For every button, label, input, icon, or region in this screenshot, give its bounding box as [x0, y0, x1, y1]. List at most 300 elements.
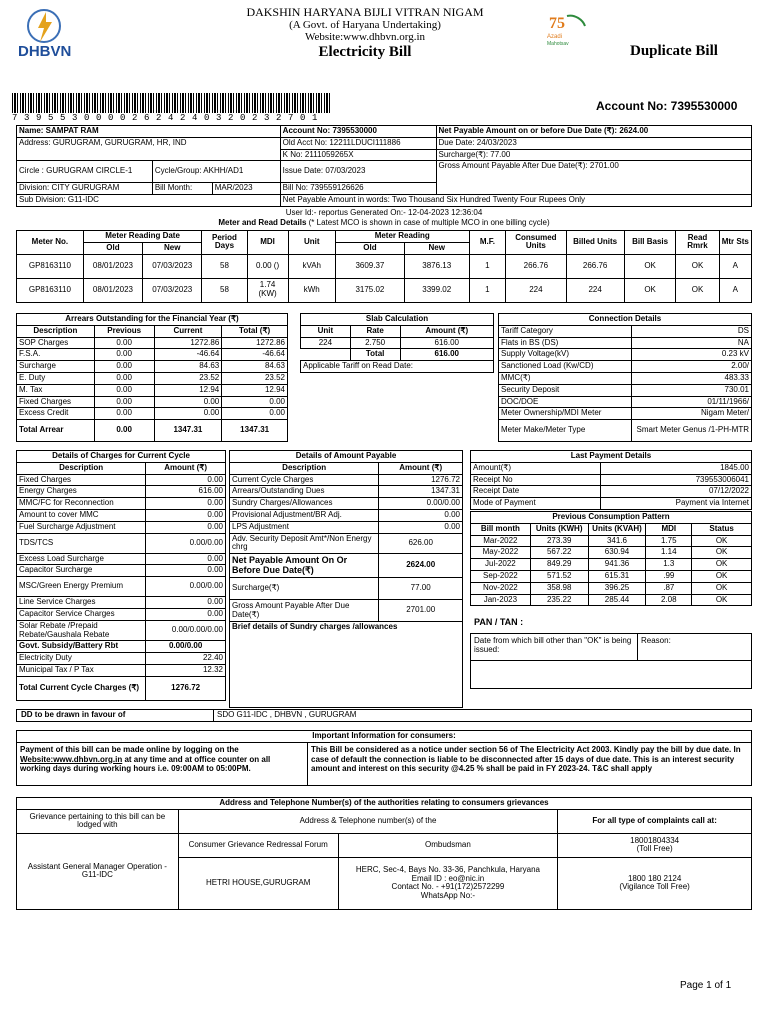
table-row [17, 278, 752, 302]
h-prev: Previous [94, 325, 154, 337]
cell: 58 [202, 254, 247, 278]
cell: 12.94 [222, 384, 288, 396]
cell: M. Tax [17, 384, 95, 396]
cell: E. Duty [17, 372, 95, 384]
table-row [499, 408, 752, 420]
cell: 2624.00 [379, 554, 463, 578]
cell: Capacitor Surcharge [17, 565, 146, 577]
h-mtr-sts: Mtr Sts [719, 231, 751, 255]
table-row [17, 509, 226, 521]
cell: OK [692, 570, 752, 582]
h-amount: Amount (₹) [379, 462, 463, 474]
cell: 235.22 [530, 594, 588, 606]
svg-text:Mahotsav: Mahotsav [547, 41, 569, 47]
cell: 266.76 [566, 254, 624, 278]
important-left-2: at any time and at office counter on all working days during working hours i.e. 09:00AM to 05:00PM. [20, 754, 271, 774]
cell: 0.00 [146, 608, 226, 620]
table-row [471, 570, 752, 582]
website-link[interactable]: Website:www.dhbvn.org.in [20, 754, 123, 764]
cell: 0.00 [146, 521, 226, 533]
table-row [230, 486, 463, 498]
table-row [17, 474, 226, 486]
cell: 01/11/1966/ [632, 396, 752, 408]
h-period-days: Period Days [202, 231, 247, 255]
table-row [471, 486, 752, 498]
customer-address: Address: GURUGRAM, GURUGRAM, HR, IND [17, 137, 281, 161]
cell: Electricity Duty [17, 653, 146, 665]
gross-row [230, 600, 463, 622]
meter-title-row [16, 219, 752, 228]
h-read-rmrk: Read Rmrk [676, 231, 719, 255]
cell: 0.00/0.00 [146, 577, 226, 597]
cell: 358.98 [530, 582, 588, 594]
h-bill-month: Bill month [471, 523, 531, 535]
cell: 1.75 [646, 535, 692, 547]
h-mdi: MDI [247, 231, 288, 255]
prev-title: Previous Consumption Pattern [471, 512, 752, 524]
cell: OK [692, 535, 752, 547]
account-number-big: Account No: 7395530000 [596, 99, 738, 113]
vigilance-number: 1800 180 2124 [627, 873, 682, 883]
cell: 1272.86 [154, 337, 222, 349]
cell: DOC/DOE [499, 396, 632, 408]
old-acct-no: Old Acct No: 12211LDUCI111886 [280, 137, 436, 149]
cell: 0.00 [94, 337, 154, 349]
table-row [471, 498, 752, 510]
table-row [471, 535, 752, 547]
cell: 0.00 [154, 396, 222, 408]
cell: 0.00/0.00 [379, 498, 463, 510]
cell: 396.25 [588, 582, 646, 594]
cell: Tariff Category [499, 325, 632, 337]
cell: 1347.31 [154, 420, 222, 442]
cell: 0.00 [146, 565, 226, 577]
cell: 22.40 [146, 653, 226, 665]
cell: SOP Charges [17, 337, 95, 349]
cell: 0.00 [146, 553, 226, 565]
svg-text:Azadi: Azadi [547, 34, 563, 40]
meter-table [16, 230, 752, 303]
cell: 616.00 [146, 486, 226, 498]
cell: Fuel Surcharge Adjustment [17, 521, 146, 533]
griev-agm: Assistant General Manager Operation - G11-IDC [17, 833, 179, 909]
table-row [17, 254, 752, 278]
duplicate-bill-label: Duplicate Bill [630, 43, 718, 59]
table-row [17, 553, 226, 565]
cell: 730.01 [632, 384, 752, 396]
h-amount: Amount (₹) [146, 462, 226, 474]
cell: Nigam Meter/ [632, 408, 752, 420]
customer-name: Name: SAMPAT RAM [17, 126, 281, 138]
cell: 58 [202, 278, 247, 302]
slab-table [300, 313, 494, 373]
cell: 1.14 [646, 547, 692, 559]
cell: 77.00 [379, 578, 463, 600]
charges-title: Details of Charges for Current Cycle [17, 451, 226, 463]
cell: 08/01/2023 [83, 278, 142, 302]
table-row [17, 620, 226, 641]
griev-hetri: HETRI HOUSE,GURUGRAM [178, 857, 338, 909]
h-curr: Current [154, 325, 222, 337]
cell: Total Current Cycle Charges (₹) [17, 676, 146, 700]
cell: 0.00/0.00 [146, 533, 226, 553]
slab-total: 616.00 [400, 349, 494, 361]
table-row [17, 664, 226, 676]
h-mf: M.F. [469, 231, 506, 255]
cell: Solar Rebate /Prepaid Rebate/Gaushala Rebate [17, 620, 146, 641]
cell: Security Deposit [499, 384, 632, 396]
table-row [17, 349, 288, 361]
table-row [499, 420, 752, 442]
meter-title: Meter and Read Details [218, 218, 307, 227]
cell: MMC/FC for Reconnection [17, 498, 146, 510]
table-row [471, 474, 752, 486]
cell: 84.63 [154, 361, 222, 373]
cell: OK [692, 559, 752, 571]
h-total: Total (₹) [222, 325, 288, 337]
cell: Meter Make/Meter Type [499, 420, 632, 442]
h-amount: Amount (₹) [400, 325, 494, 337]
h-billed: Billed Units [566, 231, 624, 255]
customer-info-table [16, 125, 752, 207]
last-payment-table [470, 450, 752, 510]
slab-title: Slab Calculation [301, 314, 494, 326]
other-ok-text: Date from which bill other than "OK" is being issued: [474, 636, 632, 654]
cell: 23.52 [154, 372, 222, 384]
table-row [499, 349, 752, 361]
svg-text:75: 75 [549, 15, 565, 32]
cell: 1 [469, 254, 506, 278]
org-website: Website:www.dhbvn.org.in [304, 31, 426, 44]
cell: 616.00 [400, 337, 494, 349]
h-bill-basis: Bill Basis [624, 231, 676, 255]
cell: 3175.02 [335, 278, 404, 302]
cell: OK [676, 278, 719, 302]
griev-ombudsman: Ombudsman [338, 833, 558, 857]
cust-account-no: Account No: 7395530000 [280, 126, 436, 138]
surcharge-row [230, 578, 463, 600]
cell: 3609.37 [335, 254, 404, 278]
h-mdi: MDI [646, 523, 692, 535]
h-meter-reading: Meter Reading [335, 231, 469, 243]
due-date: Due Date: 24/03/2023 [436, 137, 752, 149]
table-row [471, 462, 752, 474]
cell: 615.31 [588, 570, 646, 582]
meter-note: (* Latest MCO is shown in case of multiple MCO in one billing cycle) [308, 218, 550, 227]
cell: LPS Adjustment [230, 521, 379, 533]
h-kvah: Units (KVAH) [588, 523, 646, 535]
vigilance-label: (Vigilance Toll Free) [619, 882, 690, 892]
h-meter-no: Meter No. [17, 231, 84, 255]
cell: Jul-2022 [471, 559, 531, 571]
cycle-group: Cycle/Group: AKHH/AD1 [152, 161, 280, 183]
k-no: K No: 2111059265X [280, 149, 436, 161]
cell: 1.74 (KW) [247, 278, 288, 302]
cell: 1347.31 [222, 420, 288, 442]
cell: 1 [469, 278, 506, 302]
cell: 0.00/0.00 [146, 641, 226, 653]
azadi-logo [545, 12, 595, 50]
cell: 0.00 [94, 349, 154, 361]
h-consumed: Consumed Units [506, 231, 566, 255]
cell: MMC(₹) [499, 372, 632, 384]
sundry-details: Brief details of Sundry charges /allowances [230, 622, 463, 708]
table-row [17, 608, 226, 620]
cell: A [719, 278, 751, 302]
cell: 2701.00 [379, 600, 463, 622]
conn-title: Connection Details [499, 314, 752, 326]
cell: Provisional Adjustment/BR Adj. [230, 509, 379, 521]
toll-free-label: (Toll Free) [636, 844, 673, 854]
gross-after-due: Gross Amount Payable After Due Date(₹): 2701.00 [436, 161, 752, 195]
cell: 1.3 [646, 559, 692, 571]
important-info [16, 730, 752, 786]
table-row [17, 653, 226, 665]
org-name: DAKSHIN HARYANA BIJLI VITRAN NIGAM [246, 5, 484, 19]
cell: 224 [506, 278, 566, 302]
cell: -46.64 [222, 349, 288, 361]
cell: Jan-2023 [471, 594, 531, 606]
cell: Total Arrear [17, 420, 95, 442]
table-row [17, 498, 226, 510]
user-generated: User Id:- reportus Generated On:- 12-04-2023 12:36:04 [285, 208, 483, 217]
cell: 2.00/ [632, 361, 752, 373]
table-row [499, 396, 752, 408]
cell: MSC/Green Energy Premium [17, 577, 146, 597]
cell: 2.08 [646, 594, 692, 606]
barcode-digits: 7 3 9 5 5 3 0 0 0 0 2 6 2 4 2 4 0 3 2 0 2 3 2 7 0 1 [12, 113, 319, 123]
table-row [17, 577, 226, 597]
toll-free-number: 18001804334 [630, 835, 680, 845]
table-row [17, 408, 288, 420]
cell: Excess Credit [17, 408, 95, 420]
herc-contact: Contact No. - +91(172)2572299 [391, 882, 505, 892]
table-row [230, 521, 463, 533]
cell: 567.22 [530, 547, 588, 559]
cell: 84.63 [222, 361, 288, 373]
cell: 0.00 [94, 384, 154, 396]
cell: 08/01/2023 [83, 254, 142, 278]
dd-value: SDO G11-IDC , DHBVN , GURUGRAM [217, 710, 357, 719]
important-right: This Bill be considered as a notice under section 56 of The Electricity Act 2003. Kindly pay the bill by due date. In case of default the connection is liable to be disconnected after 15 days of due date. This is an interest security amount and interest on this security @4.25 % shall be paid in FY 2023-24. T&C shall apply [311, 745, 741, 774]
cell: 0.00 [146, 597, 226, 609]
important-left-1: Payment of this bill can be made online by logging on the [20, 745, 239, 754]
table-row [471, 559, 752, 571]
table-row [230, 474, 463, 486]
arrears-title: Arrears Outstanding for the Financial Year (₹) [17, 314, 288, 326]
cell: OK [692, 582, 752, 594]
cell: Sanctioned Load (Kw/CD) [499, 361, 632, 373]
table-row [499, 372, 752, 384]
cell: 2.750 [350, 337, 400, 349]
total-arrear-row [17, 420, 288, 442]
cell: 07/03/2023 [143, 254, 202, 278]
table-row [17, 565, 226, 577]
griev-title: Address and Telephone Number(s) of the authorities relating to consumers grievances [17, 798, 752, 810]
cell: 0.00 [146, 474, 226, 486]
cell: Net Payable Amount On Or Before Due Date(₹) [230, 554, 379, 578]
cell: 630.94 [588, 547, 646, 559]
cell: .99 [646, 570, 692, 582]
cell: 0.00 [94, 396, 154, 408]
cell: 1276.72 [379, 474, 463, 486]
cell: 224 [301, 337, 351, 349]
logo-text: DHBVN [18, 43, 72, 60]
division: Division: CITY GURUGRAM [17, 183, 153, 195]
cell: Surcharge [17, 361, 95, 373]
h-rate: Rate [350, 325, 400, 337]
cell: -46.64 [154, 349, 222, 361]
prev-consumption-table [470, 511, 752, 606]
h-desc: Description [17, 462, 146, 474]
cell: Mode of Payment [471, 498, 601, 510]
table-row [471, 594, 752, 606]
cell: Payment via Internet [600, 498, 751, 510]
table-row [17, 384, 288, 396]
cell: 3399.02 [404, 278, 469, 302]
surcharge: Surcharge(₹): 77.00 [436, 149, 752, 161]
azadi-emblem-icon [545, 12, 595, 50]
cell: 341.6 [588, 535, 646, 547]
cell: Line Service Charges [17, 597, 146, 609]
charges-table [16, 450, 226, 701]
cell: Govt. Subsidy/Battery Rbt [17, 641, 146, 653]
cell: .87 [646, 582, 692, 594]
cell: Surcharge(₹) [230, 578, 379, 600]
important-title: Important Information for consumers: [17, 731, 751, 743]
cell: 626.00 [379, 533, 463, 554]
cell: 0.00 [379, 509, 463, 521]
table-row [17, 337, 288, 349]
cell: 0.00 [379, 521, 463, 533]
cell: 1276.72 [146, 676, 226, 700]
cell: Arrears/Outstanding Dues [230, 486, 379, 498]
cell: May-2022 [471, 547, 531, 559]
cell: 07/03/2023 [143, 278, 202, 302]
reason-label: Reason: [641, 636, 671, 645]
payable-table [229, 450, 463, 708]
lastpay-title: Last Payment Details [471, 451, 752, 463]
cell: 0.00 [222, 408, 288, 420]
cell: Capacitor Service Charges [17, 608, 146, 620]
h-desc: Description [17, 325, 95, 337]
cell: Mar-2022 [471, 535, 531, 547]
cell: Flats in BS (DS) [499, 337, 632, 349]
table-row [471, 582, 752, 594]
table-row [17, 396, 288, 408]
cell: 0.00 [146, 509, 226, 521]
payable-title: Details of Amount Payable [230, 451, 463, 463]
cell: 0.00 [94, 408, 154, 420]
cell: Fixed Charges [17, 396, 95, 408]
org-sub: (A Govt. of Haryana Undertaking) [289, 19, 441, 32]
cell: Fixed Charges [17, 474, 146, 486]
cell: Current Cycle Charges [230, 474, 379, 486]
dd-label: DD to be drawn in favour of [21, 710, 126, 719]
griev-c3-head: For all type of complaints call at: [558, 809, 752, 833]
cell: 273.39 [530, 535, 588, 547]
table-row [17, 533, 226, 553]
total-charges-row [17, 676, 226, 700]
cell: GP8163110 [17, 278, 84, 302]
cell: Smart Meter Genus /1-PH-MTR [632, 420, 752, 442]
cell: Receipt No [471, 474, 601, 486]
cell: 1347.31 [379, 486, 463, 498]
table-row [17, 597, 226, 609]
cell: Gross Amount Payable After Due Date(₹) [230, 600, 379, 622]
cell: Amount to cover MMC [17, 509, 146, 521]
h-meter-reading-date: Meter Reading Date [83, 231, 202, 243]
net-payable-due: Net Payable Amount on or before Due Date (₹): 2624.00 [436, 126, 752, 138]
cell: 23.52 [222, 372, 288, 384]
herc-email: Email ID : eo@nic.in [411, 873, 485, 883]
dhbvn-logo [16, 6, 72, 66]
cell: Adv. Security Deposit Amt*/Non Energy chrg [230, 533, 379, 554]
griev-c1-head: Grievance pertaining to this bill can be lodged with [17, 809, 179, 833]
cell: 12.94 [154, 384, 222, 396]
bill-month: MAR/2023 [212, 183, 280, 195]
pan-tan: PAN / TAN : [474, 617, 524, 627]
arrears-table [16, 313, 288, 442]
table-row [17, 641, 226, 653]
table-row [499, 337, 752, 349]
cell: 849.29 [530, 559, 588, 571]
cell: Excess Load Surcharge [17, 553, 146, 565]
table-row [471, 547, 752, 559]
connection-table [498, 313, 752, 442]
cell: 483.33 [632, 372, 752, 384]
table-row [17, 372, 288, 384]
other-than-ok-box [470, 633, 752, 689]
h-status: Status [692, 523, 752, 535]
h-read-new: New [404, 242, 469, 254]
cell: 224 [566, 278, 624, 302]
cell: 0.23 kV [632, 349, 752, 361]
herc-whatsapp: WhatsApp No:- [420, 891, 476, 901]
table-row [499, 361, 752, 373]
h-unit: Unit [301, 325, 351, 337]
table-row [17, 521, 226, 533]
cell: 0.00 () [247, 254, 288, 278]
cell: 739553006041 [600, 474, 751, 486]
issue-date: Issue Date: 07/03/2023 [280, 161, 436, 183]
cell: kVAh [288, 254, 335, 278]
cell: F.S.A. [17, 349, 95, 361]
h-unit: Unit [288, 231, 335, 255]
table-row [499, 384, 752, 396]
net-payable-row [230, 554, 463, 578]
herc-address: HERC, Sec-4, Bays No. 33-36, Panchkula, Haryana [355, 864, 540, 874]
cell: A [719, 254, 751, 278]
cell: Amount(₹) [471, 462, 601, 474]
grievance-table [16, 797, 752, 910]
table-row [301, 337, 494, 349]
cell: 1272.86 [222, 337, 288, 349]
bill-month-label: Bill Month: [152, 183, 212, 195]
cell: OK [624, 254, 676, 278]
cell: 941.36 [588, 559, 646, 571]
cell: OK [624, 278, 676, 302]
cell: Sep-2022 [471, 570, 531, 582]
h-date-old: Old [83, 242, 142, 254]
cell: Energy Charges [17, 486, 146, 498]
h-date-new: New [143, 242, 202, 254]
h-desc: Description [230, 462, 379, 474]
cell: DS [632, 325, 752, 337]
griev-forum: Consumer Grievance Redressal Forum [178, 833, 338, 857]
cell: 12.32 [146, 664, 226, 676]
cell: 0.00 [222, 396, 288, 408]
